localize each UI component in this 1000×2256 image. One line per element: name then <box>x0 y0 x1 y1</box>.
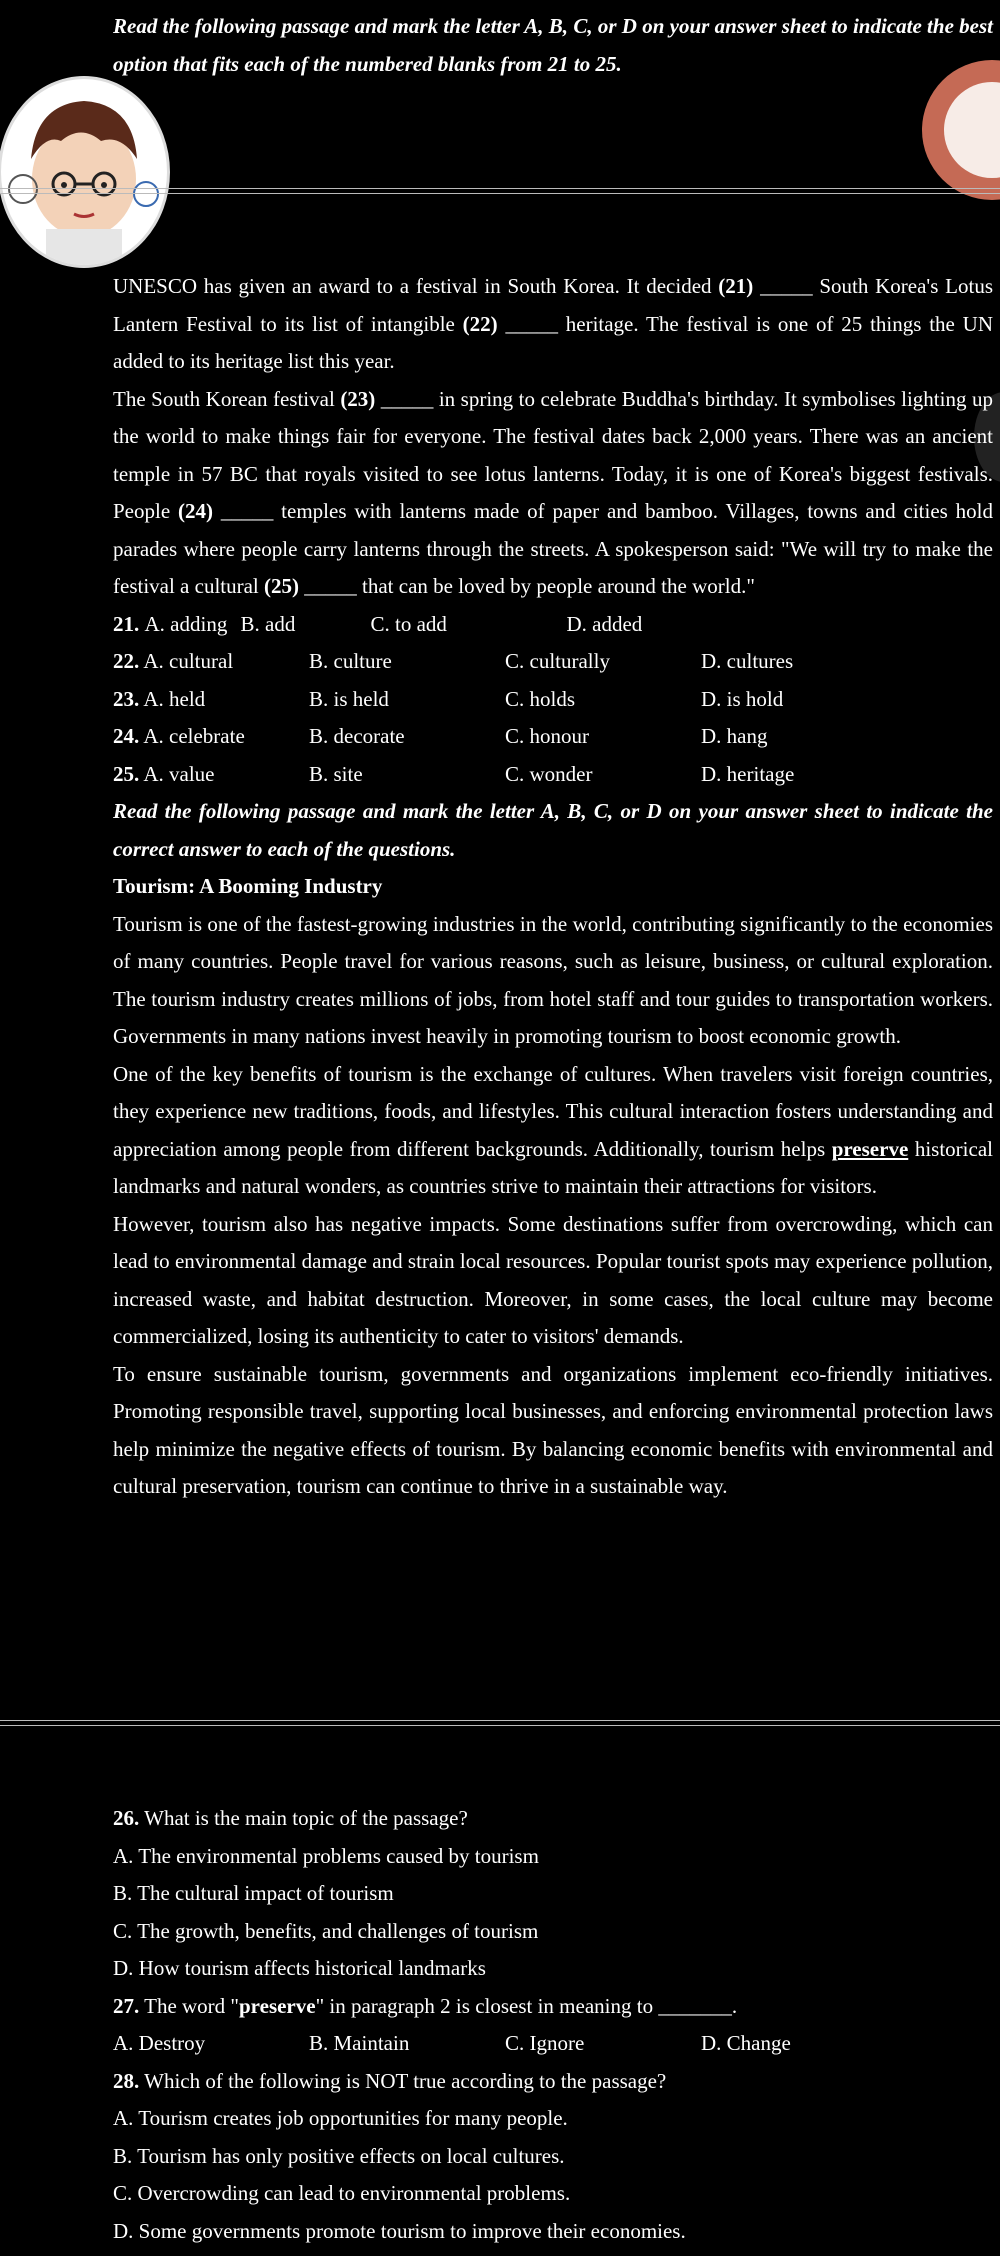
option-24-b[interactable]: B. decorate <box>309 724 405 748</box>
option-22-d[interactable]: D. cultures <box>701 649 794 673</box>
option-26-a[interactable]: A. The environmental problems caused by tourism <box>113 1843 539 1868</box>
option-27-d[interactable]: D. Change <box>701 2031 791 2055</box>
avatar <box>0 76 170 268</box>
option-26-b[interactable]: B. The cultural impact of tourism <box>113 1881 394 1905</box>
passage-2-paragraph-1: Tourism is one of the fastest-growing industries in the world, contributing significantly to the economies of many countries. People travel for various reasons, such as leisure, business, or cultural exploration. The tourism industry creates millions of jobs, from hotel staff and tour guides to transportation workers. Governments in many nations invest heavily in promoting tourism to boost economic growth. <box>113 911 993 1048</box>
option-25-b[interactable]: B. site <box>309 761 363 786</box>
option-24-c[interactable]: C. honour <box>505 724 589 748</box>
option-23-c[interactable]: C. holds <box>505 686 576 711</box>
avatar-illustration <box>1 79 167 265</box>
instruction-text-2: Read the following passage and mark the letter A, B, C, or D on your answer sheet to indicate the correct answer to each of the questions. <box>113 799 993 861</box>
option-22-a[interactable]: A. cultural <box>143 649 234 673</box>
highlighted-word: preserve <box>831 1136 909 1161</box>
option-22-c[interactable]: C. culturally <box>505 649 610 673</box>
passage-1 <box>113 268 993 1506</box>
passage-1-paragraph-2: The South Korean festival (23) _____ in spring to celebrate Buddha's birthday. It symbolises lighting up the world to make things fair for everyone. The festival dates back 2,000 years. There was an ancient temple in 57 BC that royals visited to see lotus lanterns. Today, it is one of Korea's biggest festivals. People (24) _____ temples with lanterns made of paper and bamboo. Villages, towns and cities hold parades where people carry lanterns through the streets. A spokesperson said: "We will try to make the festival a cultural (25) _____ that can be loved by people around the world." <box>113 386 993 598</box>
question-25: 25. A. value B. site C. wonder D. heritage <box>113 756 993 794</box>
option-28-d[interactable]: D. Some governments promote tourism to improve their economies. <box>113 2218 686 2243</box>
option-21-d[interactable]: D. added <box>566 611 643 636</box>
option-24-a[interactable]: A. celebrate <box>143 724 245 748</box>
option-27-b[interactable]: B. Maintain <box>309 2031 410 2055</box>
option-28-a[interactable]: A. Tourism creates job opportunities for many people. <box>113 2106 568 2130</box>
question-22: 22. A. cultural B. culture C. culturally D. cultures <box>113 643 993 681</box>
question-21: 21. A. adding B. add C. to add D. added <box>113 606 993 644</box>
option-21-c[interactable]: C. to add <box>370 611 447 636</box>
option-25-c[interactable]: C. wonder <box>505 761 593 786</box>
question-24: 24. A. celebrate B. decorate C. honour D. hang <box>113 718 993 756</box>
option-27-c[interactable]: C. Ignore <box>505 2031 585 2055</box>
option-24-d[interactable]: D. hang <box>701 724 768 748</box>
passage-title: Tourism: A Booming Industry <box>113 874 383 898</box>
question-27-options <box>113 2025 993 2063</box>
option-27-a[interactable]: A. Destroy <box>113 2031 206 2055</box>
option-21-b[interactable]: B. add <box>240 611 296 636</box>
questions-block <box>113 1800 993 2250</box>
passage-1-paragraph-1: UNESCO has given an award to a festival in South Korea. It decided (21) _____ South Korea's Lotus Lantern Festival to its list of intangible (22) _____ heritage. The festival is one of 25 things the UN added to its heritage list this year. <box>113 274 993 373</box>
divider-line <box>0 1720 1000 1726</box>
option-26-d[interactable]: D. How tourism affects historical landmarks <box>113 1956 486 1980</box>
instruction-text: Read the following passage and mark the letter A, B, C, or D on your answer sheet to indicate the best option that fits each of the numbered blanks from 21 to 25. <box>113 14 993 76</box>
question-26: 26. What is the main topic of the passage? <box>113 1806 468 1830</box>
passage-2-paragraph-4: To ensure sustainable tourism, governments and organizations implement eco-friendly initiatives. Promoting responsible travel, supporting local businesses, and enforcing environmental protection laws help minimize the negative effects of tourism. By balancing economic benefits with environmental and cultural preservation, tourism can continue to thrive in a sustainable way. <box>113 1361 993 1498</box>
option-23-b[interactable]: B. is held <box>309 686 389 711</box>
passage-2-paragraph-3: However, tourism also has negative impacts. Some destinations suffer from overcrowding, which can lead to environmental damage and strain local resources. Popular tourist spots may experience pollution, increased waste, and habitat destruction. Moreover, in some cases, the local culture may become commercialized, losing its authenticity to cater to visitors' demands. <box>113 1211 993 1348</box>
divider-line <box>0 188 1000 194</box>
option-23-d[interactable]: D. is hold <box>701 686 784 711</box>
option-22-b[interactable]: B. culture <box>309 649 392 673</box>
instruction-block-1 <box>113 8 993 83</box>
option-28-b[interactable]: B. Tourism has only positive effects on local cultures. <box>113 2143 565 2168</box>
option-25-d[interactable]: D. heritage <box>701 761 795 786</box>
question-23: 23. A. held B. is held C. holds D. is hold <box>113 681 993 719</box>
option-28-c[interactable]: C. Overcrowding can lead to environmental problems. <box>113 2181 571 2205</box>
question-27: 27. The word "preserve" in paragraph 2 is closest in meaning to _______. <box>113 1993 738 2018</box>
question-28: 28. Which of the following is NOT true according to the passage? <box>113 2068 667 2093</box>
passage-2-paragraph-2: One of the key benefits of tourism is the exchange of cultures. When travelers visit foreign countries, they experience new traditions, foods, and lifestyles. This cultural interaction fosters understanding and appreciation among people from different backgrounds. Additionally, tourism helps preserve historical landmarks and natural wonders, as countries strive to maintain their attractions for visitors. <box>113 1061 993 1198</box>
option-23-a[interactable]: A. held <box>143 686 206 711</box>
option-26-c[interactable]: C. The growth, benefits, and challenges of tourism <box>113 1918 539 1943</box>
option-21-a[interactable]: A. adding <box>144 611 228 636</box>
option-25-a[interactable]: A. value <box>143 761 215 786</box>
